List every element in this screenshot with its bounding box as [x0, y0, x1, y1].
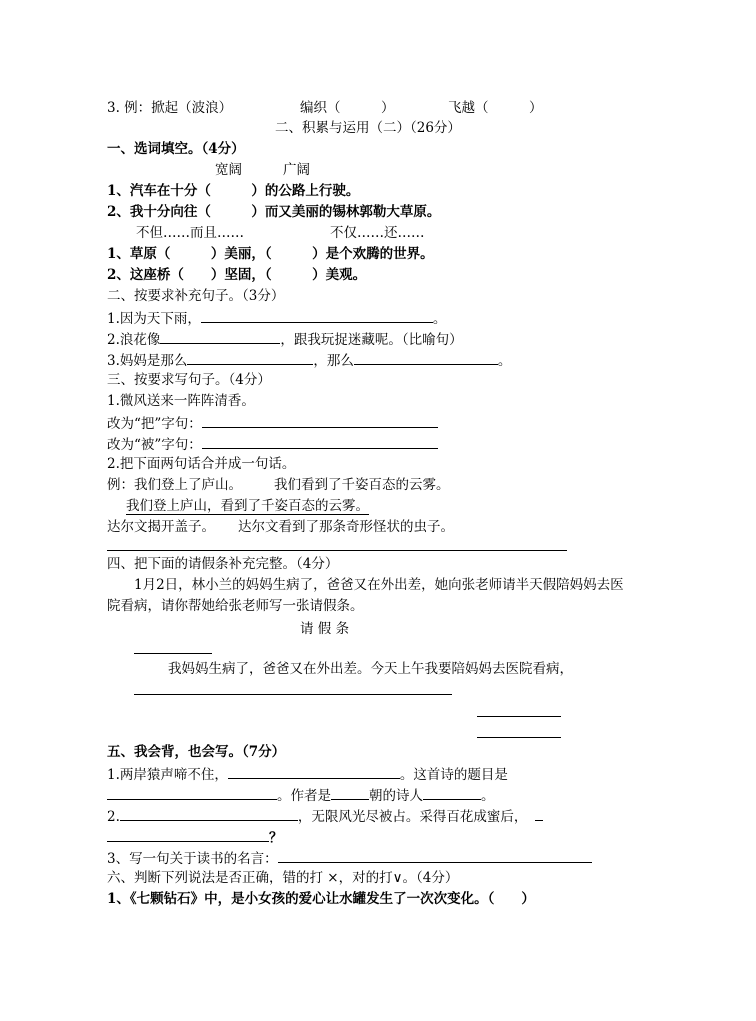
word-option-1: 宽阔	[215, 162, 242, 178]
merge-example-a: 例：我们登上了庐山。	[107, 477, 242, 493]
leave-note-context-1: 1月2日，林小兰的妈妈生病了，爸爸又在外出差，她向张老师请半天假陪妈妈去医	[134, 577, 624, 593]
merge-answer-line[interactable]	[107, 550, 567, 551]
leave-note-body: 我妈妈生病了，爸爸又在外出差。今天上午我要陪妈妈去医院看病，	[168, 661, 573, 677]
fill-question-4: 2、这座桥（ ）坚固，（ ）美观。	[107, 267, 367, 283]
section-2-heading: 二、按要求补充句子。（3分）	[107, 288, 285, 304]
merge-instruction: 2.把下面两句话合并成一句话。	[107, 456, 296, 472]
reading-quote-prompt: 3、写一句关于读书的名言：	[107, 848, 592, 868]
judge-question-1: 1、《七颗钻石》中，是小女孩的爱心让水罐发生了一次次变化。（ ）	[107, 891, 535, 907]
answer-blank[interactable]	[331, 785, 369, 800]
answer-blank[interactable]	[423, 785, 481, 800]
leave-note-body-blank[interactable]	[134, 694, 452, 695]
fill-question-2: 2、我十分向往（ ）而又美丽的锡林郭勒大草原。	[107, 204, 441, 220]
complete-sentence-2: 2.浪花像 ，跟我玩捉迷藏呢。（比喻句）	[107, 329, 463, 349]
conjunction-option-1: 不但……而且……	[136, 225, 244, 241]
answer-blank[interactable]	[535, 806, 543, 821]
answer-blank[interactable]	[187, 350, 313, 365]
answer-blank[interactable]	[354, 350, 498, 365]
signature-blank[interactable]	[477, 716, 561, 717]
answer-blank[interactable]	[160, 329, 280, 344]
poem-line-3: 2. ，无限风光尽被占。采得百花成蜜后，	[107, 806, 543, 826]
leave-note-title: 请 假 条	[300, 621, 350, 637]
answer-blank[interactable]	[107, 827, 269, 842]
section-1-heading: 一、选词填空。（4分）	[107, 141, 245, 157]
fill-question-3: 1、草原（ ）美丽，（ ）是个欢腾的世界。	[107, 246, 434, 262]
answer-blank[interactable]	[202, 413, 438, 428]
answer-blank[interactable]	[202, 434, 438, 449]
poem-line-2: 。作者是 朝的诗人 。	[107, 785, 495, 805]
weave-blank-line: 编织（ ）	[300, 100, 395, 116]
date-blank[interactable]	[477, 737, 561, 738]
example-text: 3. 例：掀起（波浪）	[107, 100, 233, 116]
answer-blank[interactable]	[201, 308, 433, 323]
section-5-heading: 五、我会背，也会写。（7分）	[107, 744, 286, 760]
merge-example-b: 我们看到了千姿百态的云雾。	[274, 477, 450, 493]
conjunction-option-2: 不仅……还……	[330, 225, 425, 241]
merge-task-a: 达尔文揭开盖子。	[107, 519, 215, 535]
complete-sentence-1: 1.因为天下雨， 。	[107, 308, 446, 328]
section-4-heading: 四、把下面的请假条补充完整。（4分）	[107, 556, 339, 572]
section-3-heading: 三、按要求写句子。（4分）	[107, 372, 271, 388]
word-option-2: 广阔	[283, 162, 310, 178]
section-heading-accumulation: 二、积累与运用（二）（26分）	[275, 120, 461, 136]
example-line	[107, 99, 232, 117]
merge-example-answer: 我们登上庐山，看到了千姿百态的云雾。	[126, 498, 369, 514]
answer-blank[interactable]	[228, 764, 400, 779]
salutation-blank[interactable]	[134, 653, 212, 654]
answer-blank[interactable]	[120, 806, 298, 821]
merge-task-b: 达尔文看到了那条奇形怪状的虫子。	[238, 519, 454, 535]
section-6-heading: 六、判断下列说法是否正确，错的打 ×，对的打∨。（4分）	[107, 870, 459, 886]
bei-sentence-prompt: 改为“被”字句：	[107, 434, 438, 454]
ba-sentence-prompt: 改为“把”字句：	[107, 413, 438, 433]
answer-blank[interactable]	[278, 848, 592, 863]
poem-line-1: 1.两岸猿声啼不住， 。这首诗的题目是	[107, 764, 508, 784]
poem-line-4: ？	[107, 827, 283, 847]
fill-question-1: 1、汽车在十分（ ）的公路上行驶。	[107, 183, 360, 199]
answer-blank[interactable]	[107, 785, 277, 800]
fly-blank-line: 飞越（ ）	[448, 100, 543, 116]
leave-note-context-2: 院看病，请你帮她给张老师写一张请假条。	[107, 598, 364, 614]
source-sentence: 1.微风送来一阵阵清香。	[107, 393, 255, 409]
complete-sentence-3: 3.妈妈是那么 ，那么 。	[107, 350, 511, 370]
